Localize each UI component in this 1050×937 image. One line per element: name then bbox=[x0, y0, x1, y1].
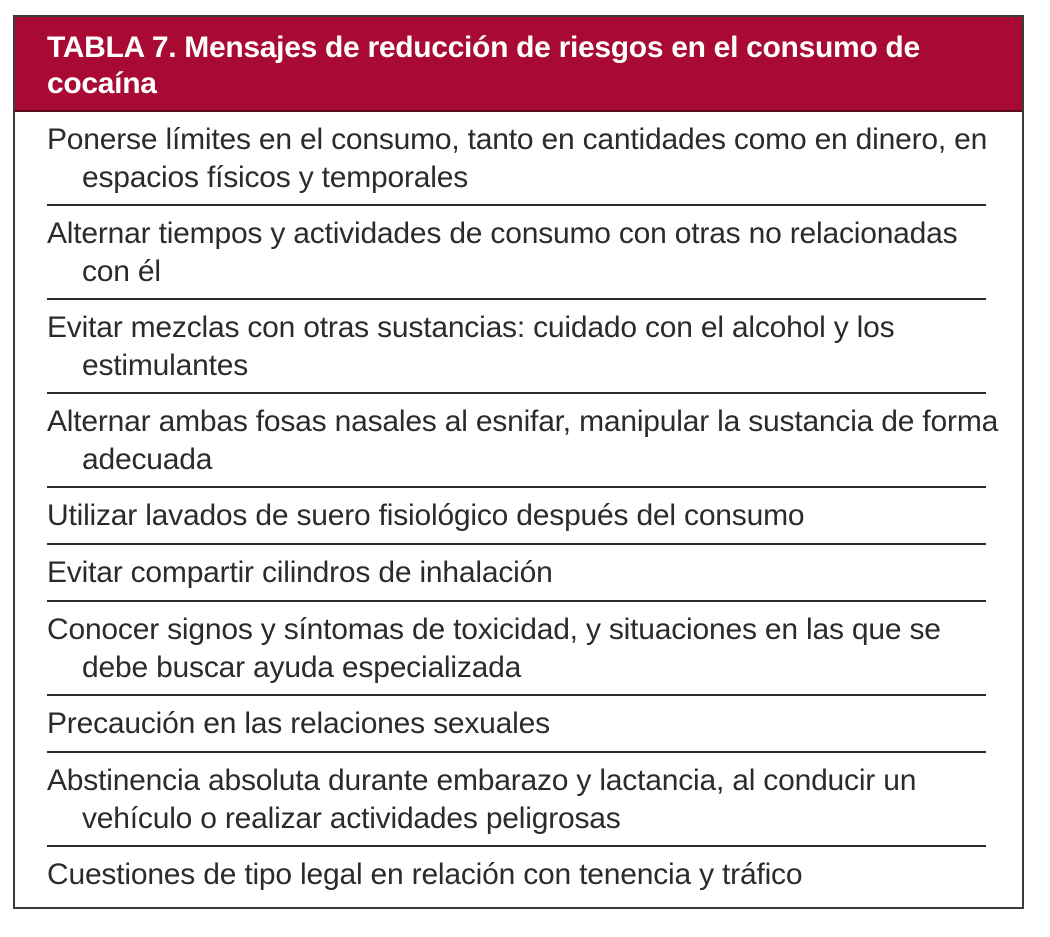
row-text: Utilizar lavados de suero fisiológico después del consumo bbox=[47, 499, 805, 532]
table-row bbox=[15, 847, 1022, 904]
table-title: TABLA 7. Mensajes de reducción de riesgos en el consumo de cocaína bbox=[47, 31, 920, 100]
table-row bbox=[15, 206, 1022, 300]
row-text: Alternar tiempos y actividades de consumo con otras no relacionadas con él bbox=[47, 217, 958, 288]
table-row bbox=[15, 696, 1022, 753]
table-row bbox=[15, 112, 1022, 206]
table-7 bbox=[13, 15, 1024, 909]
table-row bbox=[15, 394, 1022, 488]
row-text: Conocer signos y síntomas de toxicidad, y situaciones en las que se debe buscar ayuda especializada bbox=[47, 613, 941, 684]
table-header bbox=[15, 17, 1022, 112]
table-row bbox=[15, 753, 1022, 847]
row-text: Alternar ambas fosas nasales al esnifar, manipular la sustancia de forma adecuada bbox=[47, 405, 999, 476]
row-text: Cuestiones de tipo legal en relación con tenencia y tráfico bbox=[47, 858, 803, 891]
row-text: Evitar compartir cilindros de inhalación bbox=[47, 556, 553, 589]
row-text: Evitar mezclas con otras sustancias: cuidado con el alcohol y los estimulantes bbox=[47, 311, 895, 382]
table-body bbox=[15, 112, 1022, 904]
table-row bbox=[15, 545, 1022, 602]
row-text: Precaución en las relaciones sexuales bbox=[47, 707, 550, 740]
table-row bbox=[15, 300, 1022, 394]
table-row bbox=[15, 602, 1022, 696]
table-row bbox=[15, 488, 1022, 545]
row-text: Ponerse límites en el consumo, tanto en cantidades como en dinero, en espacios físicos y temporales bbox=[47, 123, 988, 194]
row-text: Abstinencia absoluta durante embarazo y lactancia, al conducir un vehículo o realizar actividades peligrosas bbox=[47, 764, 917, 835]
